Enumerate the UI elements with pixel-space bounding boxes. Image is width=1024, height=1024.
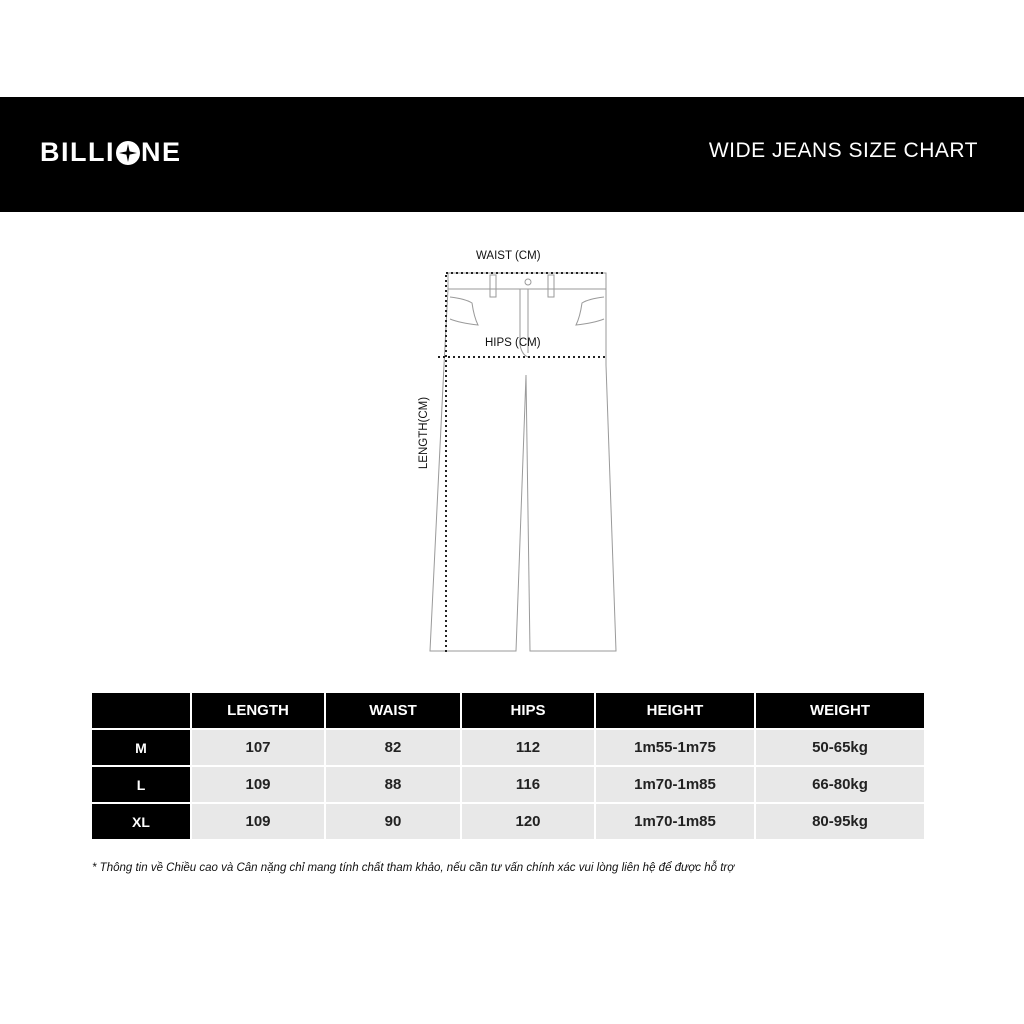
waist-cell: 82 (326, 730, 460, 765)
brand-logo (40, 137, 182, 168)
table-header-row (92, 693, 924, 728)
length-dimension-label: LENGTH(CM) (418, 396, 431, 470)
brand-prefix: BILLI (40, 137, 115, 167)
column-header-height: HEIGHT (596, 693, 754, 728)
table-corner (92, 693, 190, 728)
table-row (92, 804, 924, 839)
table-row (92, 767, 924, 802)
size-table (90, 691, 926, 841)
header-banner (0, 97, 1024, 212)
brand-suffix: NE (141, 137, 182, 167)
waist-dimension-label: WAIST (CM) (476, 250, 541, 262)
column-header-weight: WEIGHT (756, 693, 924, 728)
column-header-length: LENGTH (192, 693, 324, 728)
column-header-hips: HIPS (462, 693, 594, 728)
table-row (92, 730, 924, 765)
height-cell: 1m70-1m85 (596, 767, 754, 802)
hips-dimension-label: HIPS (CM) (485, 337, 541, 349)
disclaimer-note: * Thông tin về Chiều cao và Cân nặng chỉ mang tính chất tham khảo, nếu cần tư vấn chính xác vui lòng liên hệ để được hỗ trợ (92, 862, 735, 874)
column-header-waist: WAIST (326, 693, 460, 728)
hips-cell: 116 (462, 767, 594, 802)
jeans-diagram (410, 245, 630, 665)
hips-cell: 112 (462, 730, 594, 765)
weight-cell: 80-95kg (756, 804, 924, 839)
height-cell: 1m55-1m75 (596, 730, 754, 765)
star-logo-icon (116, 141, 140, 165)
jeans-outline-icon (410, 245, 630, 665)
length-cell: 109 (192, 804, 324, 839)
size-label: XL (92, 804, 190, 839)
height-cell: 1m70-1m85 (596, 804, 754, 839)
waist-cell: 88 (326, 767, 460, 802)
length-cell: 107 (192, 730, 324, 765)
weight-cell: 66-80kg (756, 767, 924, 802)
size-label: M (92, 730, 190, 765)
page-title: WIDE JEANS SIZE CHART (708, 139, 978, 162)
length-cell: 109 (192, 767, 324, 802)
waist-cell: 90 (326, 804, 460, 839)
size-label: L (92, 767, 190, 802)
weight-cell: 50-65kg (756, 730, 924, 765)
hips-cell: 120 (462, 804, 594, 839)
